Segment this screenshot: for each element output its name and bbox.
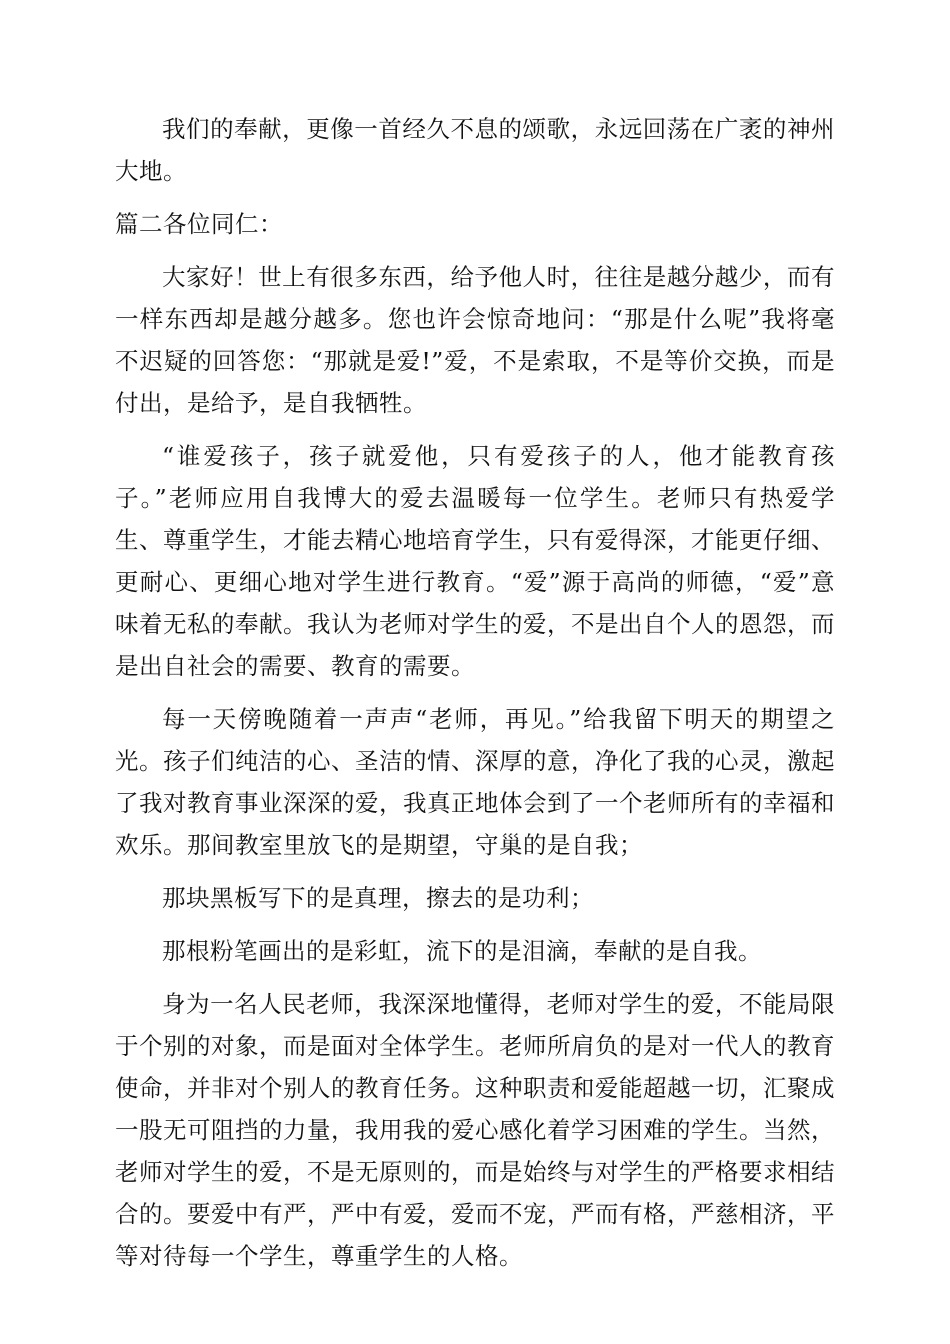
document-body [115,108,835,1288]
paragraph-chalk: 那根粉笔画出的是彩虹，流下的是泪滴，奉献的是自我。 [162,937,762,965]
paragraph-teacher-duty: 身为一名人民老师，我深深地懂得，老师对学生的爱，不能局限于个别的对象，而是面对全体学生。老师所肩负的是对一代人的教育使命，并非对个别人的教育任务。这种职责和爱能超越一切，汇聚成一股无可阻挡的力量，我用我的爱心感化着学习困难的学生。当然，老师对学生的爱，不是无原则的，而是始终与对学生的严格要求相结合的。要爱中有严，严中有爱，爱而不宠，严而有格，严慈相济，平等对待每一个学生，尊重学生的人格。 [115,990,835,1270]
paragraph-love-children: “谁爱孩子，孩子就爱他，只有爱孩子的人，他才能教育孩子。”老师应用自我博大的爱去温暖每一位学生。老师只有热爱学生、尊重学生，才能去精心地培育学生，只有爱得深，才能更仔细、更耐心、更细心地对学生进行教育。“爱”源于高尚的师德，“爱”意味着无私的奉献。我认为老师对学生的爱，不是出自个人的恩怨，而是出自社会的需要、教育的需要。 [115,442,835,680]
paragraph-blackboard: 那块黑板写下的是真理，擦去的是功利； [162,884,594,912]
section-heading: 篇二各位同仁： [115,210,283,238]
paragraph-evening: 每一天傍晚随着一声声“老师，再见。”给我留下明天的期望之光。孩子们纯洁的心、圣洁的情、深厚的意，净化了我的心灵，激起了我对教育事业深深的爱，我真正地体会到了一个老师所有的幸福和欢乐。那间教室里放飞的是期望，守巢的是自我； [115,705,835,859]
paragraph-greeting: 大家好！世上有很多东西，给予他人时，往往是越分越少，而有一样东西却是越分越多。您也许会惊奇地问：“那是什么呢”我将毫不迟疑的回答您：“那就是爱!”爱，不是索取，不是等价交换，而是付出，是给予，是自我牺牲。 [115,263,835,417]
paragraph-closing: 我们的奉献，更像一首经久不息的颂歌，永远回荡在广袤的神州大地。 [115,115,835,185]
